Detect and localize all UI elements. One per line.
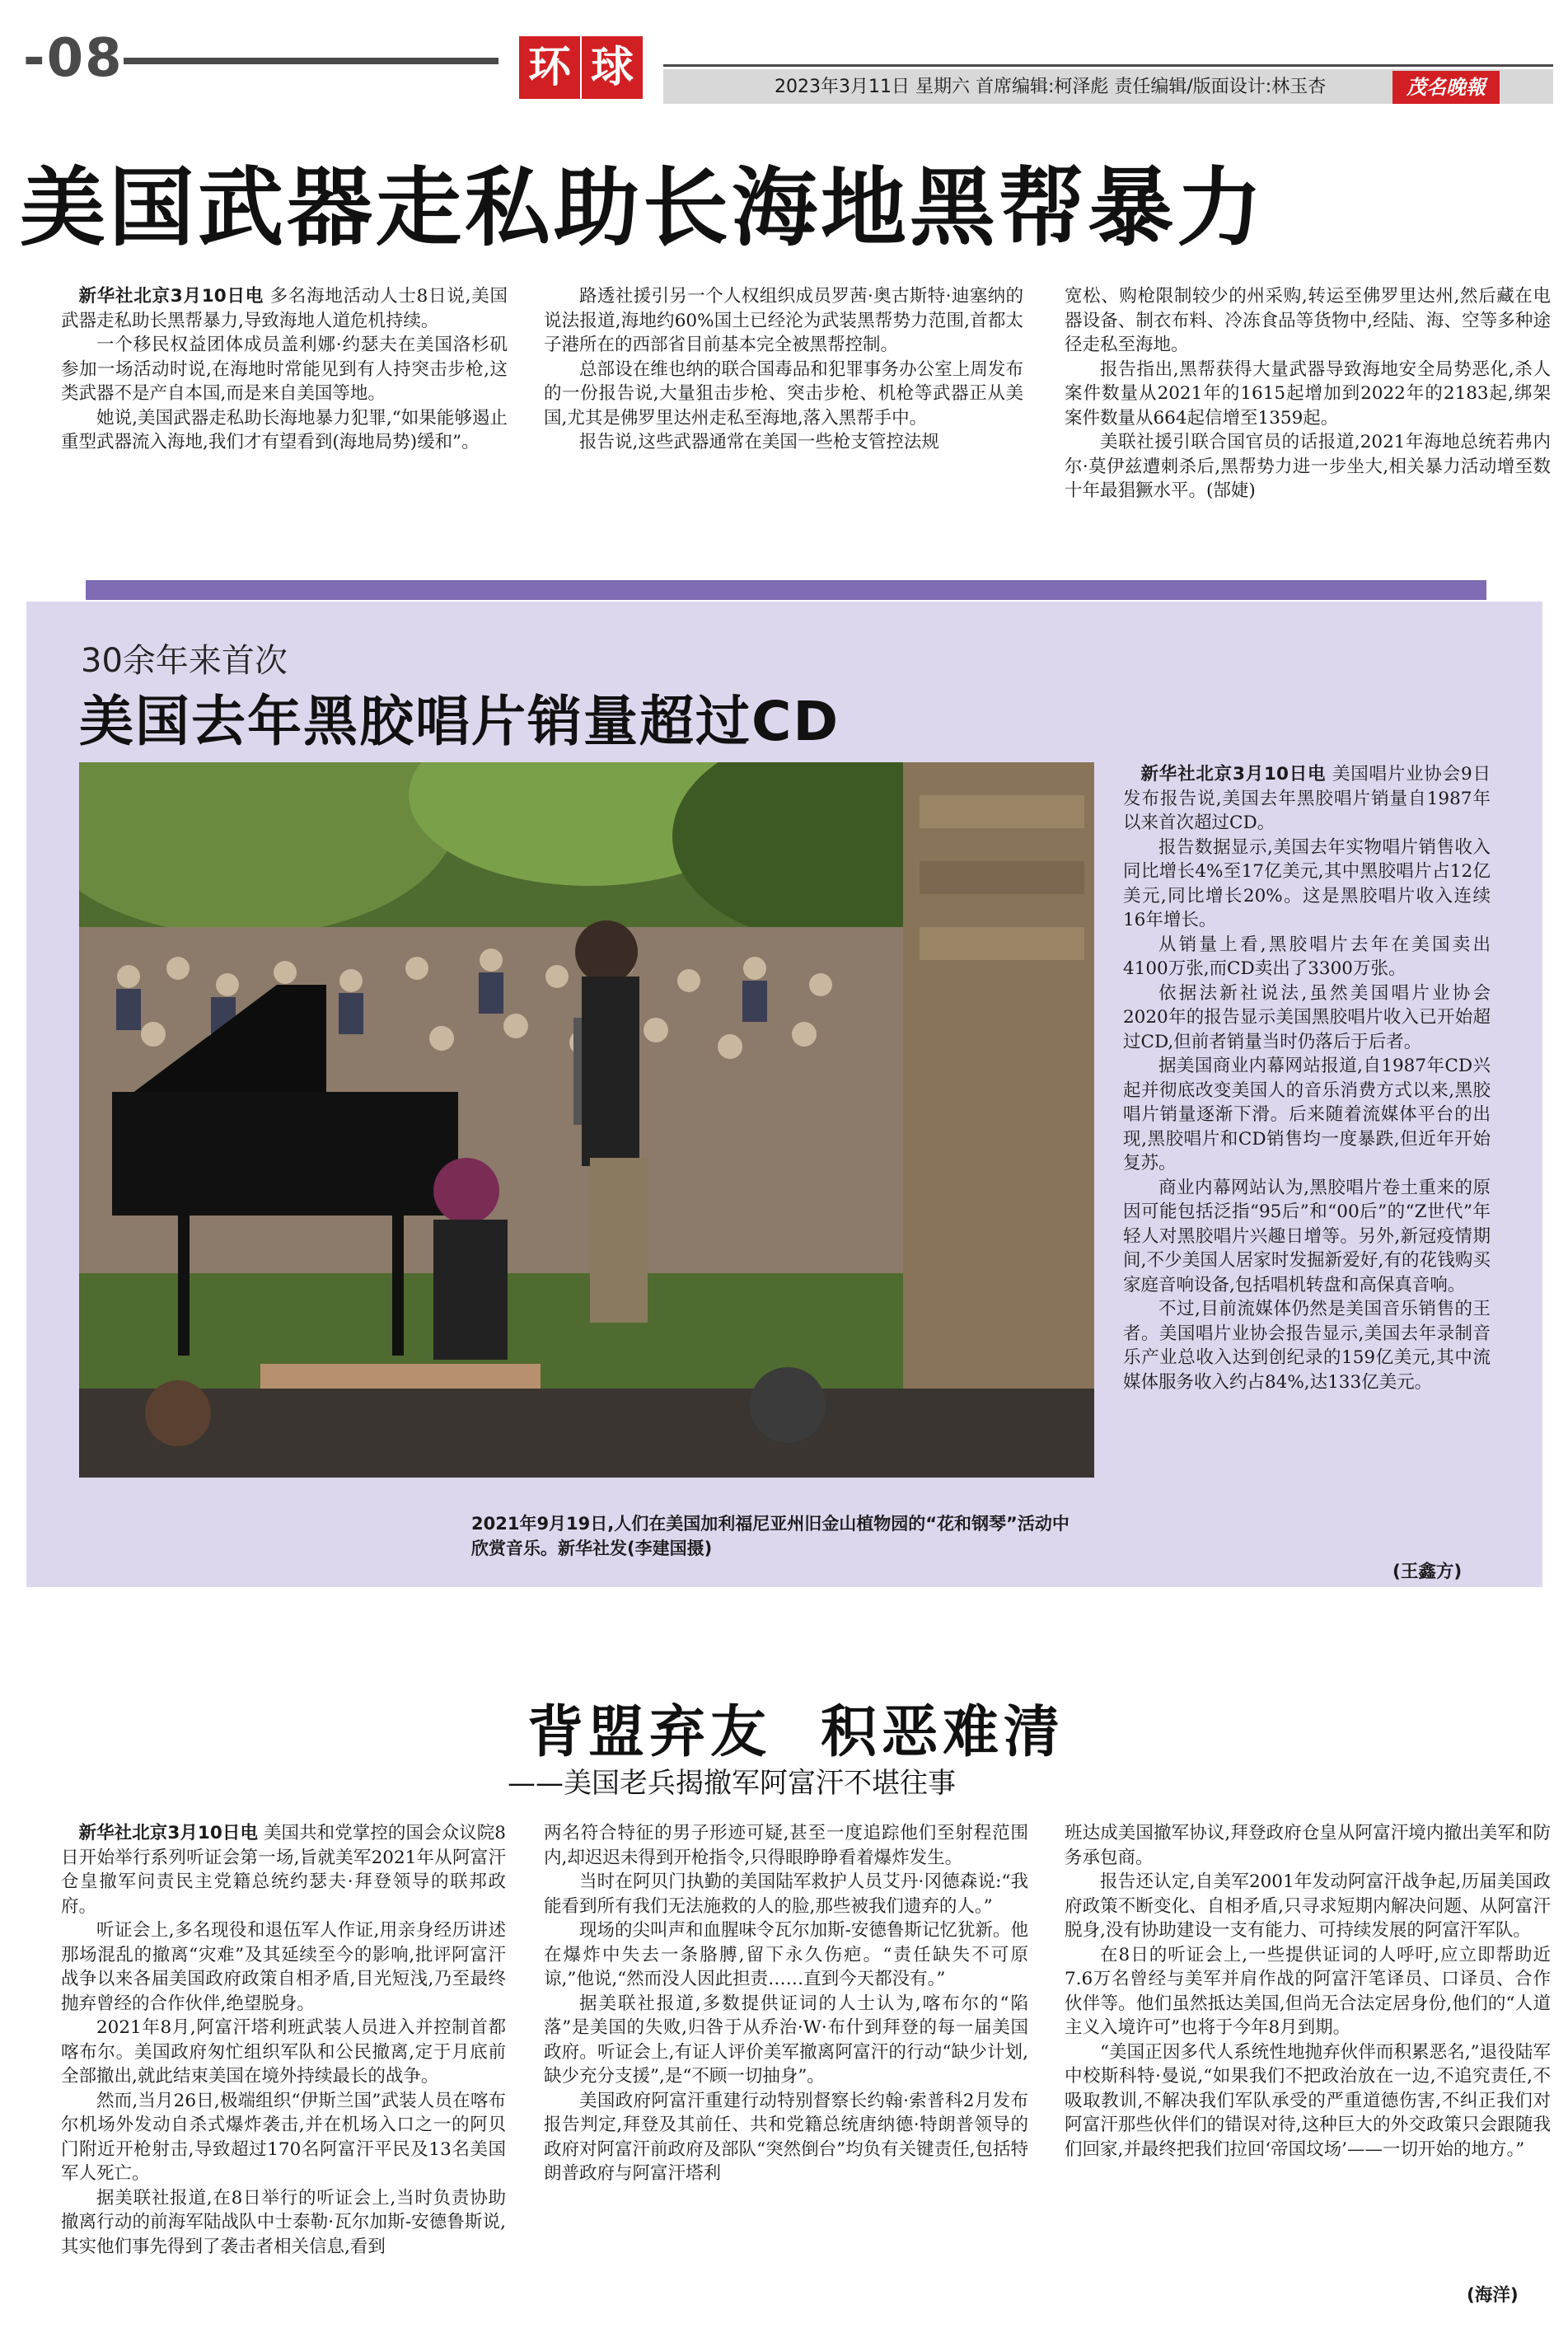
story3-byline: 新华社北京3月10日电 bbox=[78, 1823, 259, 1843]
paragraph: 她说,美国武器走私助长海地暴力犯罪,“如果能够遏止重型武器流入海地,我们才有望看到(海地局势)缓和”。 bbox=[61, 407, 508, 452]
paragraph: 从销量上看,黑胶唱片去年在美国卖出4100万张,而CD卖出了3300万张。 bbox=[1123, 934, 1491, 979]
paragraph: 班达成美国撤军协议,拜登政府仓皇从阿富汗境内撤出美军和防务承包商。 bbox=[1065, 1823, 1551, 1868]
section-logo bbox=[519, 36, 643, 99]
story3-column-1 bbox=[61, 1821, 506, 2259]
story1-byline: 新华社北京3月10日电 bbox=[78, 286, 264, 307]
story3-headline bbox=[527, 1688, 1065, 1768]
story2-lead-paragraph: 新华社北京3月10日电 美国唱片业协会9日发布报告说,美国去年黑胶唱片销量自1987年以来首次超过CD。 bbox=[1123, 764, 1491, 833]
paragraph: 路透社援引另一个人权组织成员罗茜·奥古斯特·迪塞纳的说法报道,海地约60%国土已经沦为武装黑帮势力范围,首都太子港所在的西部省目前基本完全被黑帮控制。 bbox=[544, 286, 1023, 355]
paragraph: 两名符合特征的男子形迹可疑,甚至一度追踪他们至射程范围内,却迟迟未得到开枪指令,只得眼睁睁看着爆炸发生。 bbox=[544, 1823, 1028, 1868]
paragraph: 然而,当月26日,极端组织“伊斯兰国”武装人员在喀布尔机场外发动自杀式爆炸袭击,并在机场入口之一的阿贝门附近开枪射击,导致超过170名阿富汗平民及13名美国军人死亡。 bbox=[61, 2090, 506, 2184]
paragraph: 美国政府阿富汗重建行动特别督察长约翰·索普科2月发布报告判定,拜登及其前任、共和党籍总统唐纳德·特朗普领导的政府对阿富汗前政府及部队“突然倒台”均负有关键责任,包括特朗普政府与阿富汗塔利 bbox=[544, 2090, 1028, 2184]
paragraph: 一个移民权益团体成员盖利娜·约瑟夫在美国洛杉矶参加一场活动时说,在海地时常能见到有人持突击步枪,这类武器不是产自本国,而是来自美国等地。 bbox=[61, 335, 508, 404]
page-number: -08 bbox=[23, 28, 124, 89]
masthead-rule bbox=[124, 58, 498, 64]
paragraph: 不过,目前流媒体仍然是美国音乐销售的王者。美国唱片业协会报告显示,美国去年录制音乐产业总收入达到创纪录的159亿美元,其中流媒体服务收入约占84%,达133亿美元。 bbox=[1123, 1299, 1491, 1393]
paragraph: 美联社援引联合国官员的话报道,2021年海地总统若弗内尔·莫伊兹遭刺杀后,黑帮势力进一步坐大,相关暴力活动增至数十年最猖獗水平。(郜婕) bbox=[1065, 432, 1551, 501]
newspaper-logo: 茂名晚報 bbox=[1392, 71, 1500, 104]
story2-column bbox=[1123, 762, 1491, 1394]
story1-column-1 bbox=[61, 284, 508, 455]
photo-illustration bbox=[79, 762, 1094, 1478]
story1-lead-paragraph: 新华社北京3月10日电 多名海地活动人士8日说,美国武器走私助长黑帮暴力,导致海地人道危机持续。 bbox=[61, 286, 508, 331]
story3-headline-part-2: 积恶难清 bbox=[821, 1700, 1065, 1765]
story2-kicker: 30余年来首次 bbox=[81, 642, 288, 680]
paragraph: 商业内幕网站认为,黑胶唱片卷土重来的原因可能包括泛指“95后”和“00后”的“Z世代”年轻人对黑胶唱片兴趣日增等。另外,新冠疫情期间,不少美国人居家时发掘新爱好,有的花钱购买家庭音响设备,包括唱机转盘和高保真音响。 bbox=[1123, 1177, 1491, 1295]
story3-column-2 bbox=[544, 1821, 1028, 2186]
paragraph: 现场的尖叫声和血腥味令瓦尔加斯-安德鲁斯记忆犹新。他在爆炸中失去一条胳膊,留下永久伤疤。“责任缺失不可原谅,”他说,“然而没人因此担责……直到今天都没有。” bbox=[544, 1920, 1028, 1989]
story3-lead-paragraph: 新华社北京3月10日电 美国共和党掌控的国会众议院8日开始举行系列听证会第一场,旨就美军2021年从阿富汗仓皇撤军问责民主党籍总统约瑟夫·拜登领导的联邦政府。 bbox=[61, 1823, 506, 1917]
story2-headline: 美国去年黑胶唱片销量超过CD bbox=[79, 690, 840, 753]
story3-subheadline: ——美国老兵揭撤军阿富汗不堪往事 bbox=[508, 1767, 956, 1800]
paragraph: 报告说,这些武器通常在美国一些枪支管控法规 bbox=[579, 432, 939, 452]
paragraph: 宽松、购枪限制较少的州采购,转运至佛罗里达州,然后藏在电器设备、制衣布料、冷冻食品等货物中,经陆、海、空等多种途径走私至海地。 bbox=[1065, 286, 1551, 355]
paragraph: 报告指出,黑帮获得大量武器导致海地安全局势恶化,杀人案件数量从2021年的1615起增加到2022年的2183起,绑架案件数量从664起信增至1359起。 bbox=[1065, 358, 1551, 429]
paragraph: 据美联社报道,在8日举行的听证会上,当时负责协助撤离行动的前海军陆战队中士泰勒·瓦尔加斯-安德鲁斯说,其实他们事先得到了袭击者相关信息,看到 bbox=[61, 2187, 506, 2257]
dateline: 2023年3月11日 星期六 首席编辑:柯泽彪 责任编辑/版面设计:林玉杏 bbox=[775, 77, 1327, 97]
paragraph: 在8日的听证会上,一些提供证词的人呼吁,应立即帮助近7.6万名曾经与美军并肩作战的阿富汗笔译员、口译员、合作伙伴等。他们虽然抵达美国,但尚无合法定居身份,他们的“人道主义入境许可”也将于今年8月到期。 bbox=[1065, 1944, 1551, 2038]
paragraph: 据美联社报道,多数提供证词的人士认为,喀布尔的“陷落”是美国的失败,归咎于从乔治·W·布什到拜登的每一届美国政府。听证会上,有证人评价美军撤离阿富汗的行动“缺少计划,缺少充分支援”,是“不顾一切抽身”。 bbox=[544, 1993, 1028, 2087]
story1-headline: 美国武器走私助长海地黑帮暴力 bbox=[20, 157, 1266, 258]
news-photo-piano-concert bbox=[79, 762, 1094, 1478]
paragraph: 当时在阿贝门执勤的美国陆军救护人员艾丹·冈德森说:“我能看到所有我们无法施救的人的脸,那些被我们遗弃的人。” bbox=[544, 1871, 1028, 1917]
paragraph: 报告还认定,自美军2001年发动阿富汗战争起,历届美国政府政策不断变化、自相矛盾,只寻求短期内解决问题、从阿富汗脱身,没有协助建设一支有能力、可持续发展的阿富汗军队。 bbox=[1065, 1871, 1551, 1941]
section-logo-char-2: 球 bbox=[582, 36, 643, 99]
section-logo-char-1: 环 bbox=[519, 36, 580, 99]
paragraph: 2021年8月,阿富汗塔利班武装人员进入并控制首都喀布尔。美国政府匆忙组织军队和公民撤离,定于月底前全部撤出,就此结束美国在境外持续最长的战争。 bbox=[61, 2017, 506, 2087]
photo-caption: 2021年9月19日,人们在美国加利福尼亚州旧金山植物园的“花和钢琴”活动中欣赏音乐。新华社发(李建国摄) bbox=[471, 1514, 1070, 1558]
feature-top-bar bbox=[86, 580, 1486, 600]
story2-byline: 新华社北京3月10日电 bbox=[1140, 764, 1327, 785]
paragraph: “美国正因多代人系统性地抛弃伙伴而积累恶名,”退役陆军中校斯科特·曼说,“如果我们不把政治放在一边,不追究责任,不吸取教训,不解决我们军队承受的严重道德伤害,不纠正我们对阿富汗那些伙伴们的错误对待,这种巨大的外交政策只会跟随我们回家,并最终把我们拉回‘帝国坟场’——一切开始的地方。” bbox=[1065, 2041, 1551, 2160]
story3-column-3 bbox=[1065, 1821, 1551, 2162]
story1-column-3 bbox=[1065, 284, 1551, 504]
story1-column-2 bbox=[544, 284, 1023, 455]
paragraph: 听证会上,多名现役和退伍军人作证,用亲身经历讲述那场混乱的撤离“灾难”及其延续至今的影响,批评阿富汗战争以来各届美国政府政策自相矛盾,目光短浅,乃至最终抛弃曾经的合作伙伴,绝望脱身。 bbox=[61, 1920, 506, 2014]
story2-credit: (王鑫方) bbox=[1392, 1562, 1463, 1582]
paragraph: 据美国商业内幕网站报道,自1987年CD兴起并彻底改变美国人的音乐消费方式以来,黑胶唱片销量逐渐下滑。后来随着流媒体平台的出现,黑胶唱片和CD销售均一度暴跌,但近年开始复苏。 bbox=[1123, 1056, 1491, 1173]
paragraph: 报告数据显示,美国去年实物唱片销售收入同比增长4%至17亿美元,其中黑胶唱片占12亿美元,同比增长20%。这是黑胶唱片收入连续16年增长。 bbox=[1123, 836, 1491, 930]
story3-credit: (海洋) bbox=[1467, 2285, 1519, 2306]
paragraph: 总部设在维也纳的联合国毒品和犯罪事务办公室上周发布的一份报告说,大量狙击步枪、突击步枪、机枪等武器正从美国,尤其是佛罗里达州走私至海地,落入黑帮手中。 bbox=[544, 358, 1023, 429]
story3-headline-part-1: 背盟弃友 bbox=[527, 1700, 772, 1765]
paragraph: 依据法新社说法,虽然美国唱片业协会2020年的报告显示美国黑胶唱片收入已开始超过CD,但前者销量当时仍落后于后者。 bbox=[1123, 982, 1491, 1052]
